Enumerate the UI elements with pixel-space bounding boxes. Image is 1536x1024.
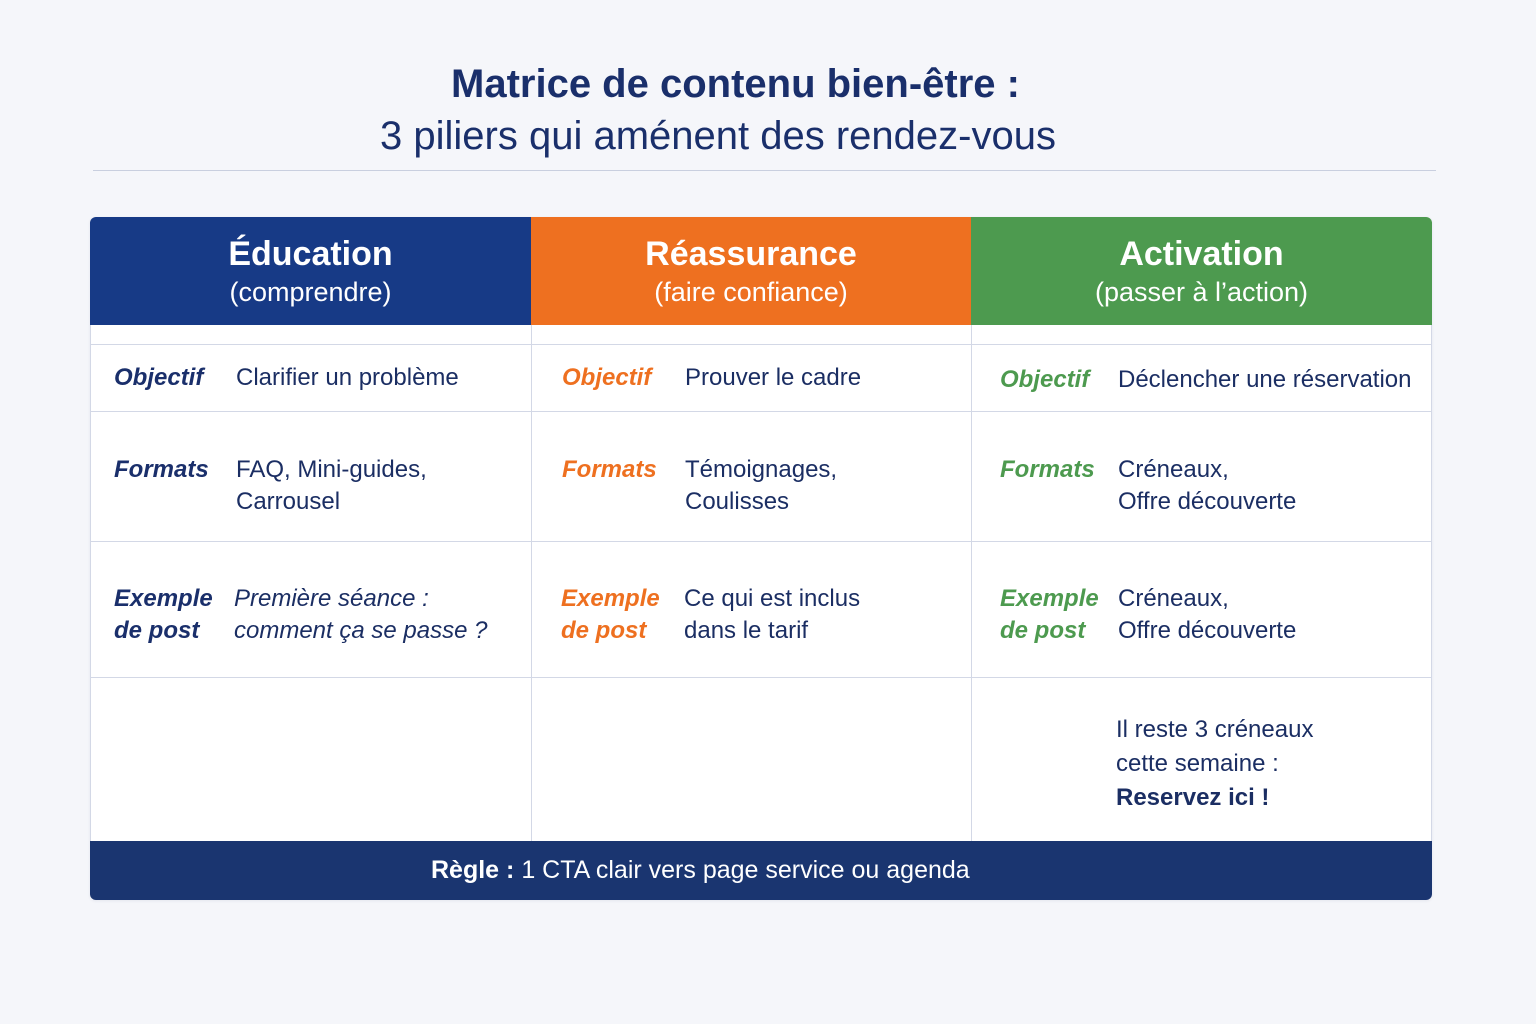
page-title	[0, 58, 1436, 162]
row-divider	[90, 677, 1432, 678]
rule-text: 1 CTA clair vers page service ou agenda	[521, 856, 970, 884]
value-formats: Témoignages, Coulisses	[685, 456, 838, 515]
value-objectif: Déclencher une réservation	[1118, 366, 1412, 393]
label-objectif: Objectif	[114, 364, 204, 391]
title-line-1: Matrice de contenu bien-être :	[451, 62, 1020, 106]
label-formats: Formats	[1000, 456, 1095, 483]
label-objectif: Objectif	[562, 364, 652, 391]
header-activation-title: Activation	[1119, 235, 1284, 273]
header-reassurance-subtitle: (faire confiance)	[654, 277, 848, 307]
header-education-subtitle: (comprendre)	[229, 277, 392, 307]
cta-reserve: Reservez ici !	[1116, 784, 1270, 811]
column-divider	[531, 325, 532, 841]
header-reassurance-title: Réassurance	[645, 235, 857, 273]
label-exemple: Exemple de post	[561, 585, 660, 644]
matrix-left-border	[90, 325, 91, 841]
header-reassurance	[531, 217, 971, 325]
matrix-right-border	[1431, 325, 1432, 841]
label-objectif: Objectif	[1000, 366, 1090, 393]
content-matrix	[90, 217, 1432, 900]
cta-line-2: cette semaine :	[1116, 750, 1279, 777]
row-divider	[90, 541, 1432, 542]
header-education-title: Éducation	[228, 235, 393, 273]
value-objectif: Clarifier un problème	[236, 364, 459, 391]
row-divider	[90, 344, 1432, 345]
value-exemple: Première séance : comment ça se passe ?	[234, 585, 488, 644]
column-reassurance	[531, 217, 971, 841]
activation-cta-example	[1116, 713, 1313, 815]
rule-footer	[90, 841, 1432, 900]
title-divider	[93, 170, 1436, 171]
header-activation	[971, 217, 1432, 325]
header-activation-subtitle: (passer à l’action)	[1094, 277, 1309, 307]
row-divider	[90, 411, 1432, 412]
rule-label: Règle :	[431, 856, 515, 884]
value-exemple: Ce qui est inclus dans le tarif	[684, 585, 861, 644]
label-exemple: Exemple de post	[1000, 585, 1099, 644]
value-formats: Créneaux, Offre découverte	[1118, 456, 1297, 515]
title-line-2: 3 piliers qui aménent des rendez-vous	[380, 114, 1056, 158]
cta-line-1: Il reste 3 créneaux	[1116, 716, 1314, 743]
value-exemple: Créneaux, Offre découverte	[1118, 585, 1297, 644]
label-formats: Formats	[114, 456, 209, 483]
value-formats: FAQ, Mini-guides, Carrousel	[236, 456, 427, 515]
value-objectif: Prouver le cadre	[685, 364, 862, 391]
column-education	[90, 217, 531, 841]
label-exemple: Exemple de post	[114, 585, 213, 644]
column-divider	[971, 325, 972, 841]
header-education	[90, 217, 531, 325]
label-formats: Formats	[562, 456, 657, 483]
